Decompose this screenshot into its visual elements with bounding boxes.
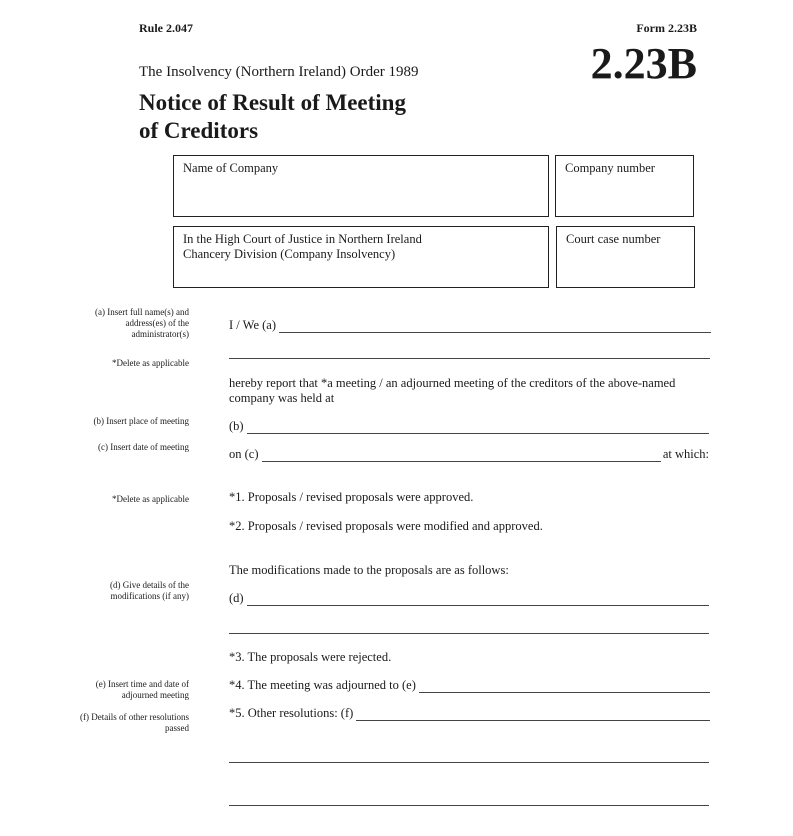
i-we-label: I / We (a)	[229, 318, 277, 332]
note-e-line-1: (e) Insert time and date of	[95, 679, 189, 689]
administrator-field[interactable]	[229, 318, 711, 333]
item-4: *4. The meeting was adjourned to (e)	[229, 678, 416, 692]
resolutions-input-line-3[interactable]	[229, 805, 709, 806]
note-f	[39, 712, 189, 734]
modifications-input-line[interactable]	[247, 594, 709, 606]
administrator-input-line-2[interactable]	[229, 358, 710, 359]
place-input-line[interactable]	[247, 422, 709, 434]
d-label: (d)	[229, 591, 244, 605]
title-line-1: Notice of Result of Meeting	[139, 90, 406, 115]
note-c: (c) Insert date of meeting	[98, 442, 189, 452]
modifications-intro: The modifications made to the proposals are as follows:	[229, 563, 509, 577]
note-a-line-1: (a) Insert full name(s) and	[95, 307, 189, 317]
court-case-number-label: Court case number	[566, 232, 661, 246]
modifications-field[interactable]	[229, 591, 709, 606]
title-line-2: of Creditors	[139, 118, 259, 143]
modifications-input-line-2[interactable]	[229, 633, 709, 634]
at-which-label: at which:	[662, 447, 709, 461]
note-e	[39, 679, 189, 701]
administrator-input-line[interactable]	[279, 321, 711, 333]
report-line-1: hereby report that *a meeting / an adjourned meeting of the creditors of the above-named	[229, 376, 676, 390]
note-e-line-2: adjourned meeting	[121, 690, 189, 700]
page-title	[139, 89, 406, 145]
court-case-number-box[interactable]	[556, 226, 695, 288]
company-name-label: Name of Company	[183, 161, 279, 175]
item-2: *2. Proposals / revised proposals were modified and approved.	[229, 519, 543, 533]
form-label: Form 2.23B	[636, 21, 697, 35]
note-d	[39, 580, 189, 602]
note-d-line-2: modifications (if any)	[110, 591, 189, 601]
place-field[interactable]	[229, 419, 709, 434]
adjourned-field[interactable]	[229, 678, 710, 693]
court-line-1: In the High Court of Justice in Northern Ireland	[183, 232, 422, 246]
resolutions-input-line[interactable]	[356, 709, 710, 721]
note-delete-2: *Delete as applicable	[112, 494, 189, 504]
form-number: 2.23B	[590, 39, 697, 88]
company-number-label: Company number	[565, 161, 655, 175]
rule-number: Rule 2.047	[139, 21, 193, 35]
date-input-line[interactable]	[262, 450, 661, 462]
court-line-2: Chancery Division (Company Insolvency)	[183, 247, 396, 261]
note-a	[39, 307, 189, 340]
act-title: The Insolvency (Northern Ireland) Order 1989	[139, 64, 419, 80]
note-f-line-1: (f) Details of other resolutions	[80, 712, 189, 722]
note-delete-1: *Delete as applicable	[112, 358, 189, 368]
court-box	[173, 226, 549, 288]
note-f-line-2: passed	[165, 723, 189, 733]
resolutions-input-line-2[interactable]	[229, 762, 709, 763]
item-1: *1. Proposals / revised proposals were approved.	[229, 490, 474, 504]
item-3: *3. The proposals were rejected.	[229, 650, 392, 664]
adjourned-input-line[interactable]	[419, 681, 710, 693]
item-5: *5. Other resolutions: (f)	[229, 706, 354, 720]
c-label: on (c)	[229, 447, 259, 461]
company-number-box[interactable]	[555, 155, 694, 217]
resolutions-field[interactable]	[229, 706, 710, 721]
report-line-2: company was held at	[229, 391, 335, 405]
note-a-line-3: administrator(s)	[131, 329, 189, 339]
date-field[interactable]	[229, 447, 709, 462]
note-d-line-1: (d) Give details of the	[110, 580, 189, 590]
note-b: (b) Insert place of meeting	[93, 416, 189, 426]
company-name-box[interactable]	[173, 155, 549, 217]
b-label: (b)	[229, 419, 244, 433]
note-a-line-2: address(es) of the	[125, 318, 189, 328]
